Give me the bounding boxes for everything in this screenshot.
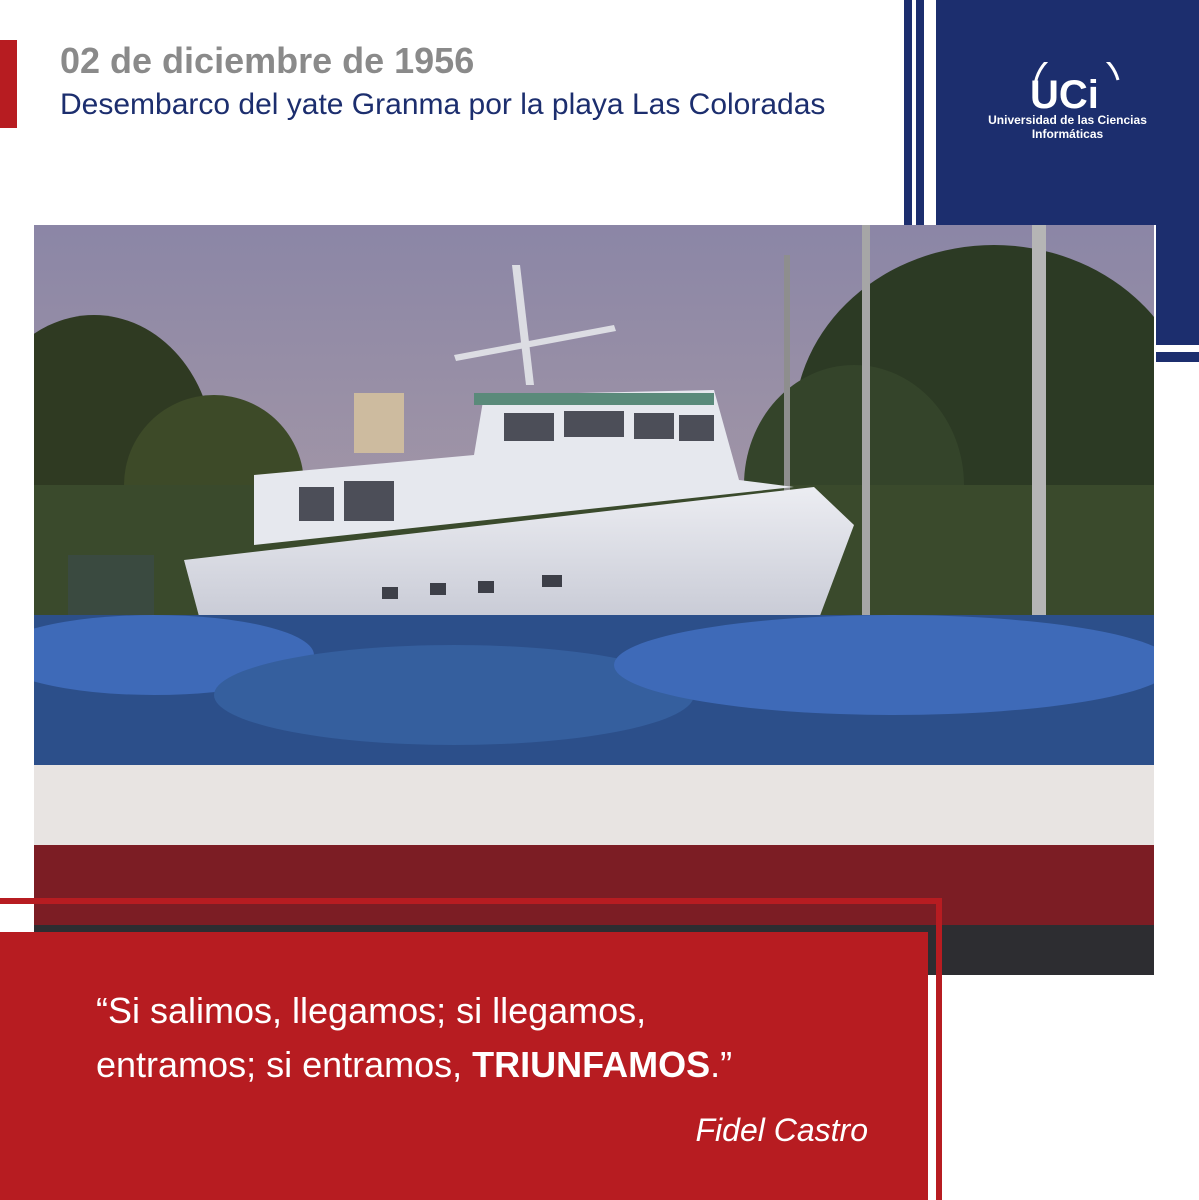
logo-name [936, 113, 1199, 141]
quote-line-1: “Si salimos, llegamos; si llegamos, [96, 990, 647, 1031]
uci-logo-icon [1028, 62, 1126, 112]
quote-line-2-text: entramos; si entramos, [96, 1044, 473, 1085]
quote-frame-right [936, 898, 942, 1200]
logo-name-line1: Universidad de las Ciencias [988, 113, 1147, 127]
logo-name-line2: Informáticas [1031, 127, 1104, 141]
quote-author: Fidel Castro [695, 1112, 868, 1148]
event-subtitle: Desembarco del yate Granma por la playa Las Coloradas [60, 88, 826, 121]
decorative-line [916, 0, 924, 230]
svg-text:UCi: UCi [1030, 73, 1099, 112]
decorative-block [1156, 352, 1199, 362]
date-heading: 02 de diciembre de 1956 [60, 40, 475, 81]
decorative-block [1156, 225, 1199, 345]
quote-line-2 [96, 1044, 732, 1086]
decorative-line [904, 0, 912, 230]
left-accent-bar [0, 40, 17, 128]
quote-close: .” [710, 1044, 733, 1085]
quote-frame-top [0, 898, 942, 904]
quote-emphasis: TRIUNFAMOS [472, 1044, 711, 1085]
photo-granma-yacht [34, 225, 1154, 975]
photo-illustration [34, 225, 1154, 975]
